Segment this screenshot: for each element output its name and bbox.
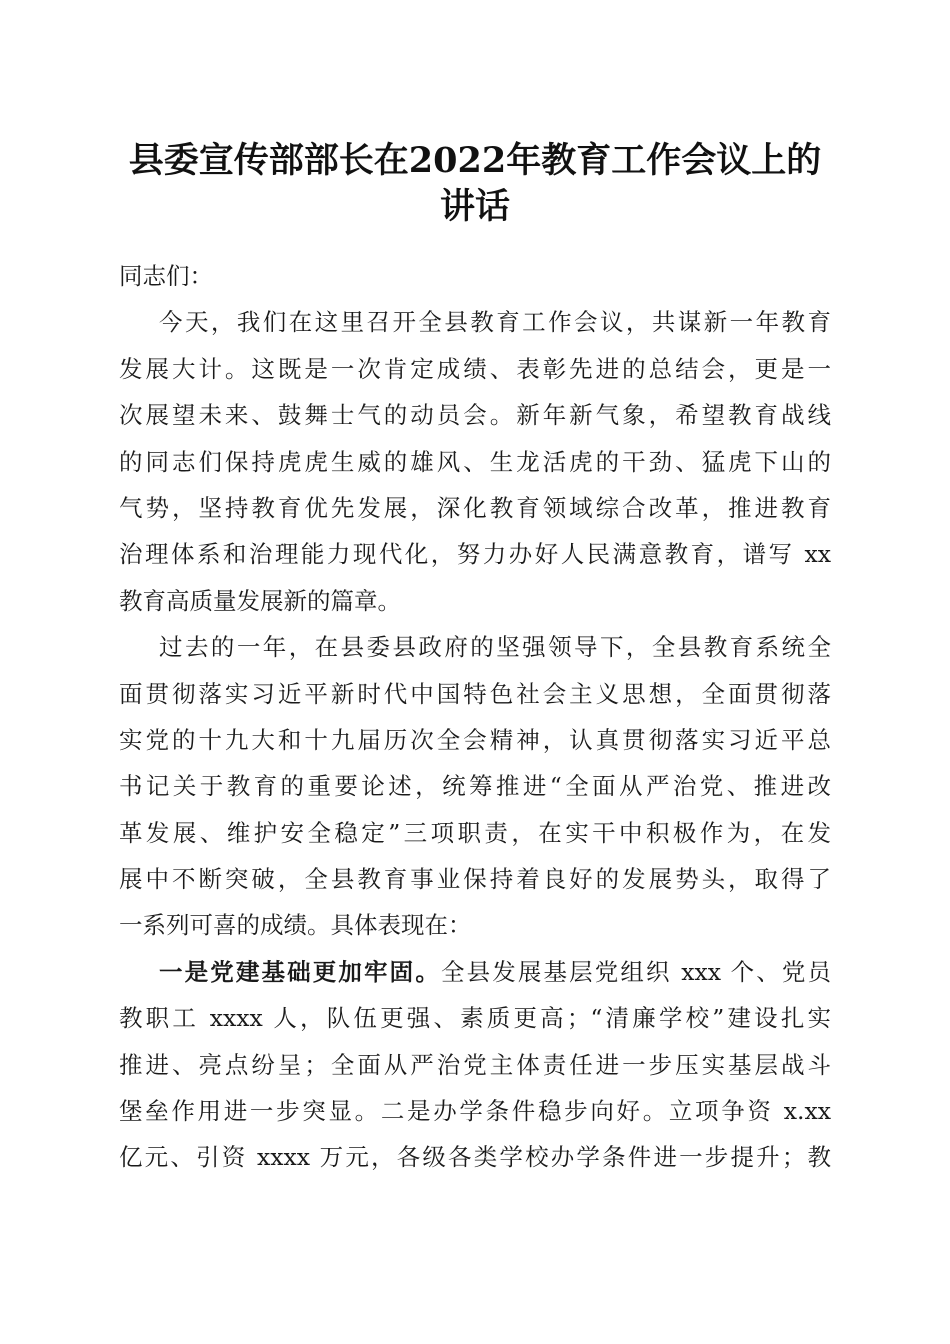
paragraph-3-line: 推进、亮点纷呈；全面从严治党主体责任进一步压实基层战斗 [119, 1050, 831, 1079]
document-title [100, 138, 850, 230]
paragraph-2-line: 革发展、维护安全稳定”三项职责，在实干中积极作为，在发 [119, 818, 831, 847]
salutation: 同志们： [119, 262, 213, 290]
paragraph-3-lead-bold: 一是党建基础更加牢固。 [159, 957, 441, 986]
paragraph-2-line: 一系列可喜的成绩。具体表现在： [119, 911, 472, 940]
paragraph-1-line: 发展大计。这既是一次肯定成绩、表彰先进的总结会，更是一 [119, 354, 831, 383]
paragraph-3-line: 堡垒作用进一步突显。二是办学条件稳步向好。立项争资 x.xx [119, 1097, 831, 1126]
document-body [119, 253, 831, 1181]
paragraph-2-line: 书记关于教育的重要论述，统筹推进“全面从严治党、推进改 [119, 772, 831, 801]
title-line-2: 讲话 [439, 186, 510, 227]
paragraph-2-line: 面贯彻落实习近平新时代中国特色社会主义思想，全面贯彻落 [119, 679, 831, 708]
paragraph-3-lead-rest: 全县发展基层党组织 xxx 个、党员 [440, 957, 831, 986]
paragraph-3-line: 亿元、引资 xxxx 万元，各级各类学校办学条件进一步提升；教 [119, 1143, 831, 1172]
paragraph-3-first-line [119, 949, 831, 995]
paragraph-2-line: 实党的十九大和十九届历次全会精神，认真贯彻落实习近平总 [119, 725, 831, 754]
paragraph-1-line: 治理体系和治理能力现代化，努力办好人民满意教育，谱写 xx [119, 540, 831, 569]
paragraph-2-line: 过去的一年，在县委县政府的坚强领导下，全县教育系统全 [159, 633, 831, 662]
title-line-1: 县委宣传部部长在2022年教育工作会议上的 [128, 140, 822, 181]
paragraph-1-line: 气势，坚持教育优先发展，深化教育领域综合改革，推进教育 [119, 493, 831, 522]
paragraph-1-line: 次展望未来、鼓舞士气的动员会。新年新气象，希望教育战线 [119, 401, 831, 430]
paragraph-1-line: 教育高质量发展新的篇章。 [119, 586, 401, 615]
paragraph-1-line: 今天，我们在这里召开全县教育工作会议，共谋新一年教育 [159, 308, 831, 337]
paragraph-2-line: 展中不断突破，全县教育事业保持着良好的发展势头，取得了 [119, 865, 831, 894]
paragraph-3-line: 教职工 xxxx 人，队伍更强、素质更高；“清廉学校”建设扎实 [119, 1004, 831, 1033]
paragraph-1-line: 的同志们保持虎虎生威的雄风、生龙活虎的干劲、猛虎下山的 [119, 447, 831, 476]
